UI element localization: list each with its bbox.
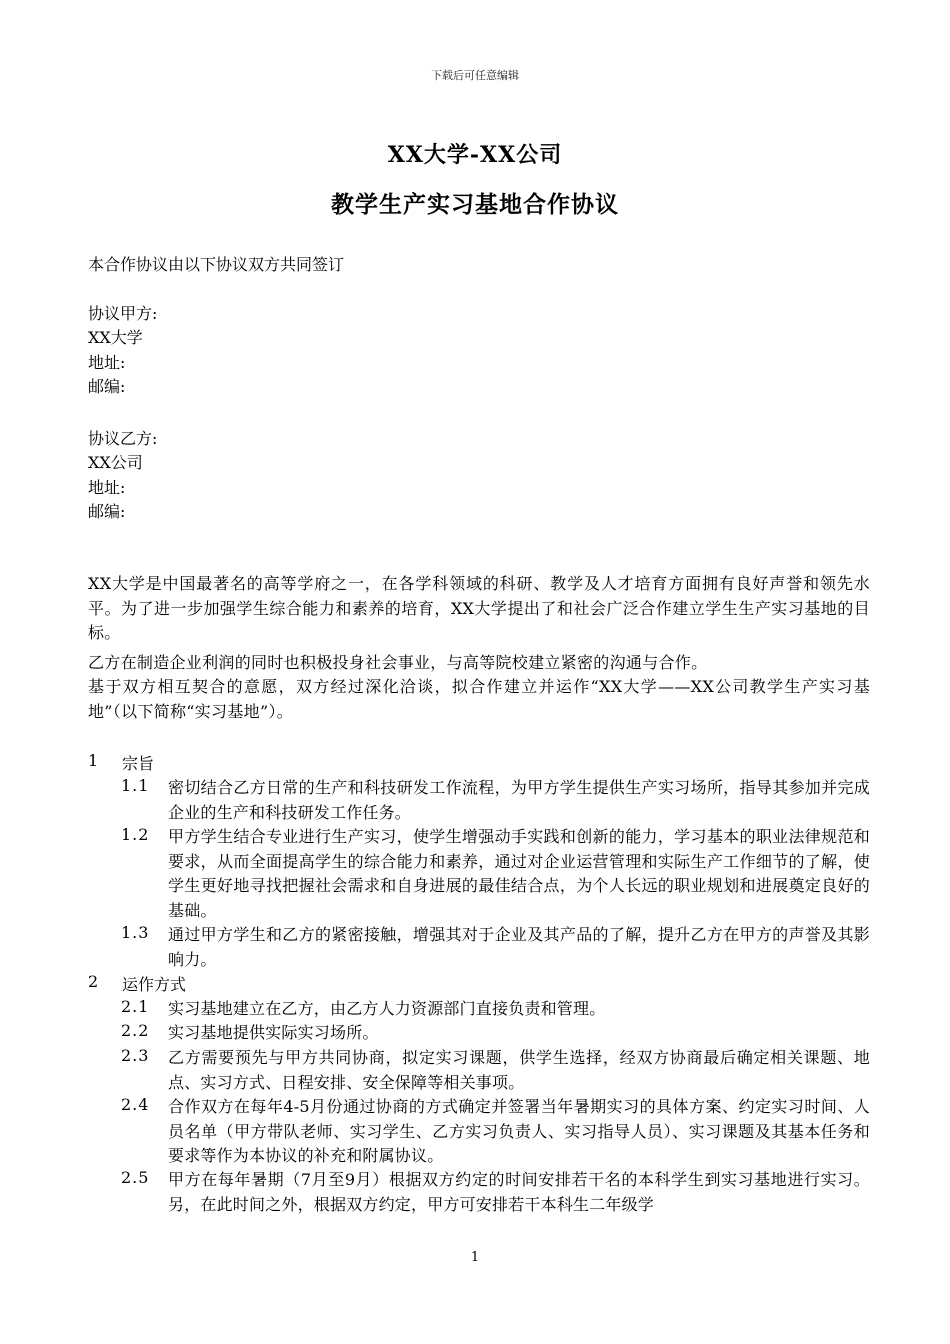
- party-a-label: 协议甲方:: [88, 304, 158, 323]
- clause-text: 实习基地提供实际实习场所。: [168, 1023, 379, 1042]
- background-paragraph: 乙方在制造企业利润的同时也积极投身社会事业，与高等院校建立紧密的沟通与合作。: [88, 653, 708, 672]
- clause-text: 实习基地建立在乙方，由乙方人力资源部门直接负责和管理。: [168, 999, 606, 1018]
- party-b-label: 协议乙方:: [88, 429, 158, 448]
- background-paragraph: XX大学是中国最著名的高等学府之一，在各学科领域的科研、教学及人才培育方面拥有良好声誉和领先水平。为了进一步加强学生综合能力和素养的培育，XX大学提出了和社会广泛合作建立学生生产实习基地的目标。: [88, 574, 870, 642]
- party-b-address: 地址:: [88, 478, 126, 497]
- clause-text: 甲方在每年暑期（7月至9月）根据双方约定的时间安排若干名的本科学生到实习基地进行实习。另，在此时间之外，根据双方约定，甲方可安排若干本科生二年级学: [168, 1170, 870, 1214]
- clause-text: 乙方需要预先与甲方共同协商，拟定实习课题，供学生选择，经双方协商最后确定相关课题、地点、实习方式、日程安排、安全保障等相关事项。: [168, 1048, 870, 1092]
- clause-number: 1.2: [121, 825, 150, 844]
- document-title-line2: 教学生产实习基地合作协议: [331, 191, 619, 218]
- clause-number: 2.5: [121, 1168, 150, 1187]
- party-a-address: 地址:: [88, 353, 126, 372]
- clause-number: 2.4: [121, 1095, 150, 1114]
- intro-text: 本合作协议由以下协议双方共同签订: [88, 255, 345, 274]
- clause-text: 合作双方在每年4-5月份通过协商的方式确定并签署当年暑期实习的具体方案、约定实习时间、人员名单（甲方带队老师、实习学生、乙方实习负责人、实习指导人员）、实习课题及其基本任务和要求等作为本协议的补充和附属协议。: [168, 1097, 870, 1165]
- section-number: 1: [88, 751, 99, 770]
- page-number: 1: [470, 1250, 480, 1265]
- clause-text: 通过甲方学生和乙方的紧密接触，增强其对于企业及其产品的了解，提升乙方在甲方的声誉及其影响力。: [168, 925, 870, 969]
- background-paragraph: 基于双方相互契合的意愿，双方经过深化洽谈，拟合作建立并运作“XX大学——XX公司教学生产实习基地”（以下简称“实习基地”）。: [88, 677, 870, 721]
- clause-text: 密切结合乙方日常的生产和科技研发工作流程，为甲方学生提供生产实习场所，指导其参加并完成企业的生产和科技研发工作任务。: [168, 778, 870, 822]
- party-a-name: XX大学: [88, 328, 143, 347]
- clause-number: 1.1: [121, 776, 150, 795]
- section-title: 运作方式: [122, 975, 187, 994]
- clause-number: 2.3: [121, 1046, 150, 1065]
- clause-number: 1.3: [121, 923, 150, 942]
- header-note: 下载后可任意编辑: [431, 69, 519, 82]
- section-title: 宗旨: [122, 754, 155, 773]
- party-b-postcode: 邮编:: [88, 502, 126, 521]
- party-b-name: XX公司: [88, 453, 143, 472]
- clause-number: 2.2: [121, 1021, 150, 1040]
- clause-text: 甲方学生结合专业进行生产实习，使学生增强动手实践和创新的能力，学习基本的职业法律规范和要求，从而全面提高学生的综合能力和素养，通过对企业运营管理和实际生产工作细节的了解，使学生更好地寻找把握社会需求和自身进展的最佳结合点，为个人长远的职业规划和进展奠定良好的基础。: [168, 827, 870, 920]
- clause-number: 2.1: [121, 997, 150, 1016]
- document-title-line1: XX大学-XX公司: [387, 142, 563, 168]
- section-number: 2: [88, 972, 99, 991]
- party-a-postcode: 邮编:: [88, 377, 126, 396]
